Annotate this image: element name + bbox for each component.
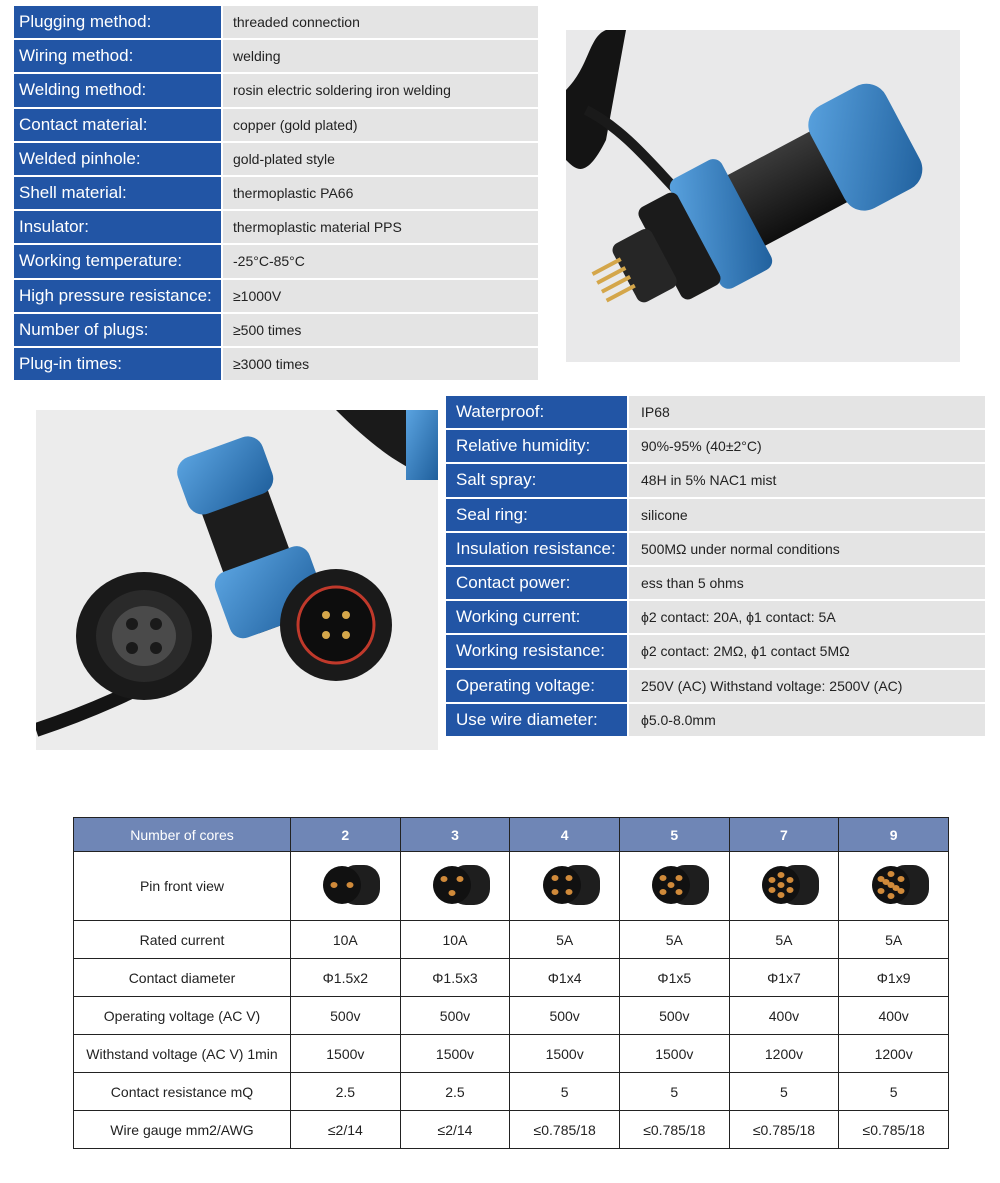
spec-row — [446, 567, 985, 601]
connector-face-icon — [520, 855, 610, 915]
core-count: 4 — [510, 818, 620, 852]
cores-cell: Φ1x4 — [510, 959, 620, 997]
spec-key: Use wire diameter: — [446, 704, 629, 738]
cores-row-label: Rated current — [74, 921, 291, 959]
spec-row — [446, 464, 985, 498]
connector-face-icon — [300, 855, 390, 915]
spec-key: Salt spray: — [446, 464, 629, 498]
cores-row — [74, 1111, 949, 1149]
cores-cell: 5 — [839, 1073, 949, 1111]
cores-cell: ≤2/14 — [400, 1111, 510, 1149]
cores-cell: 5 — [729, 1073, 839, 1111]
spec-key: Working temperature: — [14, 245, 223, 279]
spec-value: -25°C-85°C — [223, 245, 538, 279]
spec-value: ≥500 times — [223, 314, 538, 348]
spec-key: Plug-in times: — [14, 348, 223, 382]
cores-cell: 1200v — [729, 1035, 839, 1073]
cores-cell: Φ1.5x3 — [400, 959, 510, 997]
spec-key: Wiring method: — [14, 40, 223, 74]
core-count: 9 — [839, 818, 949, 852]
cores-row-label: Wire gauge mm2/AWG — [74, 1111, 291, 1149]
spec-key: Insulator: — [14, 211, 223, 245]
spec-value: 48H in 5% NAC1 mist — [629, 464, 985, 498]
cores-cell: 1500v — [510, 1035, 620, 1073]
connector-photo-panel — [566, 30, 960, 362]
spec-key: Waterproof: — [446, 396, 629, 430]
spec-value: IP68 — [629, 396, 985, 430]
core-count: 2 — [291, 818, 401, 852]
spec-row — [14, 245, 538, 279]
cores-cell: ≤2/14 — [291, 1111, 401, 1149]
cores-cell: 2.5 — [291, 1073, 401, 1111]
cores-cell: 5 — [619, 1073, 729, 1111]
cores-row — [74, 921, 949, 959]
spec-key: High pressure resistance: — [14, 280, 223, 314]
spec-value: ≥1000V — [223, 280, 538, 314]
cores-cell: 5A — [619, 921, 729, 959]
cores-cell: 5A — [839, 921, 949, 959]
spec-value: rosin electric soldering iron welding — [223, 74, 538, 108]
spec-row — [446, 396, 985, 430]
spec-row — [14, 143, 538, 177]
connector-face-icon — [739, 855, 829, 915]
pin-front-view-5 — [619, 852, 729, 921]
pin-front-view-7 — [729, 852, 839, 921]
cores-cell: Φ1x5 — [619, 959, 729, 997]
spec-value: thermoplastic material PPS — [223, 211, 538, 245]
spec-row — [446, 704, 985, 738]
spec-row — [14, 109, 538, 143]
spec-table-top — [14, 6, 538, 382]
cores-cell: 1200v — [839, 1035, 949, 1073]
cores-row-label: Contact resistance mQ — [74, 1073, 291, 1111]
cores-cell: 500v — [291, 997, 401, 1035]
spec-value: ϕ2 contact: 20A, ϕ1 contact: 5A — [629, 601, 985, 635]
spec-key: Plugging method: — [14, 6, 223, 40]
plug-socket-illustration — [36, 410, 438, 750]
spec-value: copper (gold plated) — [223, 109, 538, 143]
spec-value: silicone — [629, 499, 985, 533]
pin-front-view-4 — [510, 852, 620, 921]
spec-value: gold-plated style — [223, 143, 538, 177]
cores-row-label: Operating voltage (AC V) — [74, 997, 291, 1035]
spec-key: Number of plugs: — [14, 314, 223, 348]
spec-key: Contact power: — [446, 567, 629, 601]
spec-value: ess than 5 ohms — [629, 567, 985, 601]
cores-cell: 2.5 — [400, 1073, 510, 1111]
core-count: 3 — [400, 818, 510, 852]
spec-value: 90%-95% (40±2°C) — [629, 430, 985, 464]
cores-row — [74, 1035, 949, 1073]
spec-row — [14, 280, 538, 314]
cores-cell: ≤0.785/18 — [729, 1111, 839, 1149]
pin-front-view-2 — [291, 852, 401, 921]
cores-cell: Φ1x7 — [729, 959, 839, 997]
spec-row — [14, 211, 538, 245]
spec-key: Welding method: — [14, 74, 223, 108]
cores-cell: 5 — [510, 1073, 620, 1111]
spec-key: Contact material: — [14, 109, 223, 143]
spec-key: Seal ring: — [446, 499, 629, 533]
cores-cell: 1500v — [291, 1035, 401, 1073]
cores-cell: ≤0.785/18 — [619, 1111, 729, 1149]
spec-value: ϕ2 contact: 2MΩ, ϕ1 contact 5MΩ — [629, 635, 985, 669]
spec-value: threaded connection — [223, 6, 538, 40]
cores-cell: 1500v — [400, 1035, 510, 1073]
connector-face-icon — [629, 855, 719, 915]
cores-row-label: Withstand voltage (AC V) 1min — [74, 1035, 291, 1073]
cores-cell: 5A — [729, 921, 839, 959]
connector-face-icon — [410, 855, 500, 915]
cores-cell: 5A — [510, 921, 620, 959]
cores-cell: Φ1.5x2 — [291, 959, 401, 997]
cores-cell: 500v — [510, 997, 620, 1035]
spec-key: Insulation resistance: — [446, 533, 629, 567]
spec-key: Relative humidity: — [446, 430, 629, 464]
cores-cell: 400v — [729, 997, 839, 1035]
connector-panel-illustration — [566, 30, 960, 362]
connector-face-icon — [849, 855, 939, 915]
cores-row — [74, 959, 949, 997]
cores-row — [74, 1073, 949, 1111]
spec-row — [446, 499, 985, 533]
pin-front-view-9 — [839, 852, 949, 921]
spec-row — [14, 348, 538, 382]
core-count: 7 — [729, 818, 839, 852]
spec-row — [14, 314, 538, 348]
spec-value: ϕ5.0-8.0mm — [629, 704, 985, 738]
spec-row — [14, 40, 538, 74]
spec-row — [14, 177, 538, 211]
cores-row — [74, 997, 949, 1035]
pin-row-label: Pin front view — [74, 852, 291, 921]
spec-key: Shell material: — [14, 177, 223, 211]
spec-row — [446, 635, 985, 669]
cores-cell: 1500v — [619, 1035, 729, 1073]
pin-view-row — [74, 852, 949, 921]
cores-header-row — [74, 818, 949, 852]
pin-front-view-3 — [400, 852, 510, 921]
spec-table-middle — [446, 396, 985, 738]
spec-value: thermoplastic PA66 — [223, 177, 538, 211]
cores-cell: ≤0.785/18 — [839, 1111, 949, 1149]
cores-table — [73, 817, 949, 1149]
cores-cell: 10A — [291, 921, 401, 959]
spec-key: Welded pinhole: — [14, 143, 223, 177]
spec-value: welding — [223, 40, 538, 74]
spec-row — [14, 74, 538, 108]
cores-cell: 400v — [839, 997, 949, 1035]
cores-cell: ≤0.785/18 — [510, 1111, 620, 1149]
spec-row — [14, 6, 538, 40]
cores-cell: 500v — [619, 997, 729, 1035]
cores-cell: Φ1x9 — [839, 959, 949, 997]
spec-key: Working resistance: — [446, 635, 629, 669]
spec-key: Working current: — [446, 601, 629, 635]
spec-row — [446, 601, 985, 635]
spec-value: 250V (AC) Withstand voltage: 2500V (AC) — [629, 670, 985, 704]
cores-cell: 10A — [400, 921, 510, 959]
spec-value: 500MΩ under normal conditions — [629, 533, 985, 567]
spec-row — [446, 670, 985, 704]
spec-value: ≥3000 times — [223, 348, 538, 382]
spec-row — [446, 533, 985, 567]
cores-header-label: Number of cores — [74, 818, 291, 852]
spec-row — [446, 430, 985, 464]
cores-row-label: Contact diameter — [74, 959, 291, 997]
core-count: 5 — [619, 818, 729, 852]
connector-photo-plug-socket — [36, 410, 438, 750]
spec-key: Operating voltage: — [446, 670, 629, 704]
cores-cell: 500v — [400, 997, 510, 1035]
